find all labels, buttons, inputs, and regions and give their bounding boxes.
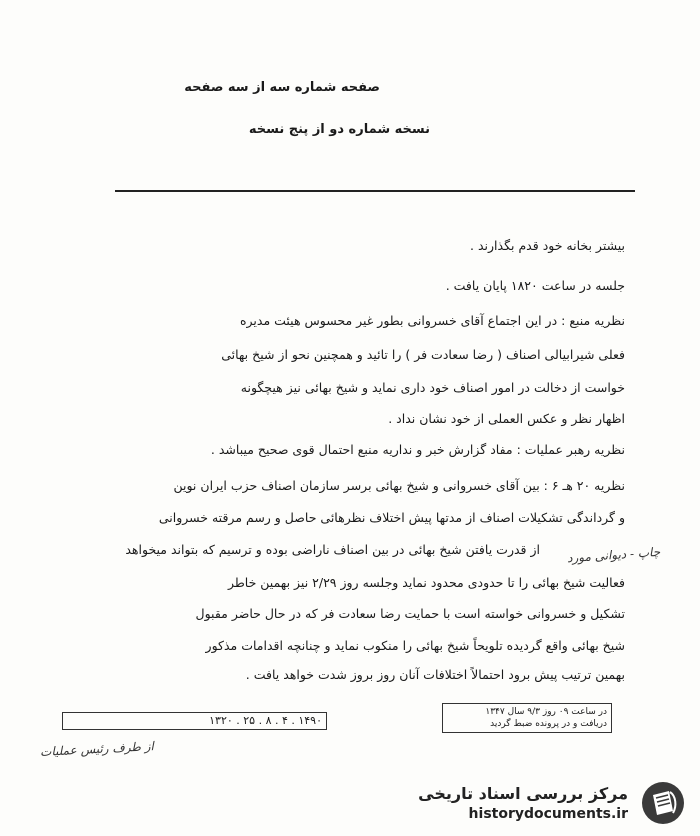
body-line: جلسه در ساعت ۱۸۲۰ پایان یافت . xyxy=(445,278,625,293)
watermark-title: مرکز بررسی اسناد تاریخی xyxy=(418,784,628,803)
body-line: خواست از دخالت در امور اصناف خود داری نماید و شیخ بهائی نیز هیچگونه xyxy=(240,380,625,395)
page-number-line: صفحه شماره سه از سه صفحه xyxy=(184,80,380,95)
receipt-stamp xyxy=(442,703,612,733)
body-line: نظریه منبع : در این اجتماع آقای خسروانی بطور غیر محسوس هیئت مدیره xyxy=(239,313,625,328)
body-line: از قدرت یافتن شیخ بهائی در بین اصناف ناراضی بوده و ترسیم که بتواند میخواهد xyxy=(125,542,540,557)
archive-logo-icon xyxy=(640,780,686,826)
file-number-stamp: ۱۳۲۰ . ۲۵ . ۸ . ۴ . ۱۴۹۰ xyxy=(62,712,327,730)
receipt-stamp-line-2: دریافت و در پرونده ضبط گردید xyxy=(490,719,607,729)
copy-number-line: نسخه شماره دو از پنج نسخه xyxy=(248,122,430,137)
handwritten-margin-note: چاپ - دیوانی مورد xyxy=(566,544,661,566)
receipt-stamp-line-1: در ساعت ۰۹ روز ۹/۳ سال ۱۳۴۷ xyxy=(485,707,607,717)
body-line: تشکیل و خسروانی خواسته است با حمایت رضا سعادت فر که در حال حاضر مقبول xyxy=(195,606,625,621)
body-line: نظریه ۲۰ هـ ۶ : بین آقای خسروانی و شیخ بهائی برسر سازمان اصناف حزب ایران نوین xyxy=(173,478,625,493)
body-line: فعالیت شیخ بهائی را تا حدودی محدود نماید وجلسه روز ۲/۲۹ نیز بهمین خاطر xyxy=(227,575,625,590)
watermark-url: historydocuments.ir xyxy=(468,806,628,822)
body-line: فعلی شیرابیالی اصناف ( رضا سعادت فر ) را تائید و همچنین نحو از شیخ بهائی xyxy=(221,347,625,362)
handwritten-signature: از طرف رئیس عملیات xyxy=(39,739,155,759)
body-line: شیخ بهائی واقع گردیده تلویحاً شیخ بهائی را منکوب نماید و چنانچه اقدامات مذکور xyxy=(205,638,625,653)
body-line: بهمین ترتیب پیش برود احتمالاً اختلافات آنان روز بروز شدت خواهد یافت . xyxy=(245,667,625,682)
archive-watermark xyxy=(392,770,692,830)
body-line: و گرداندگی تشکیلات اصناف از مدتها پیش اختلاف نظرهائی حاصل و رسم مرقته خسروانی xyxy=(158,510,625,525)
separator-rule xyxy=(115,190,635,192)
body-line: اظهار نظر و عکس العملی از خود نشان نداد . xyxy=(388,411,625,426)
body-line: بیشتر بخانه خود قدم بگذارند . xyxy=(470,238,625,253)
body-line: نظریه رهبر عملیات : مفاد گزارش خبر و نداریه منبع احتمال قوی صحیح میباشد . xyxy=(210,442,625,457)
